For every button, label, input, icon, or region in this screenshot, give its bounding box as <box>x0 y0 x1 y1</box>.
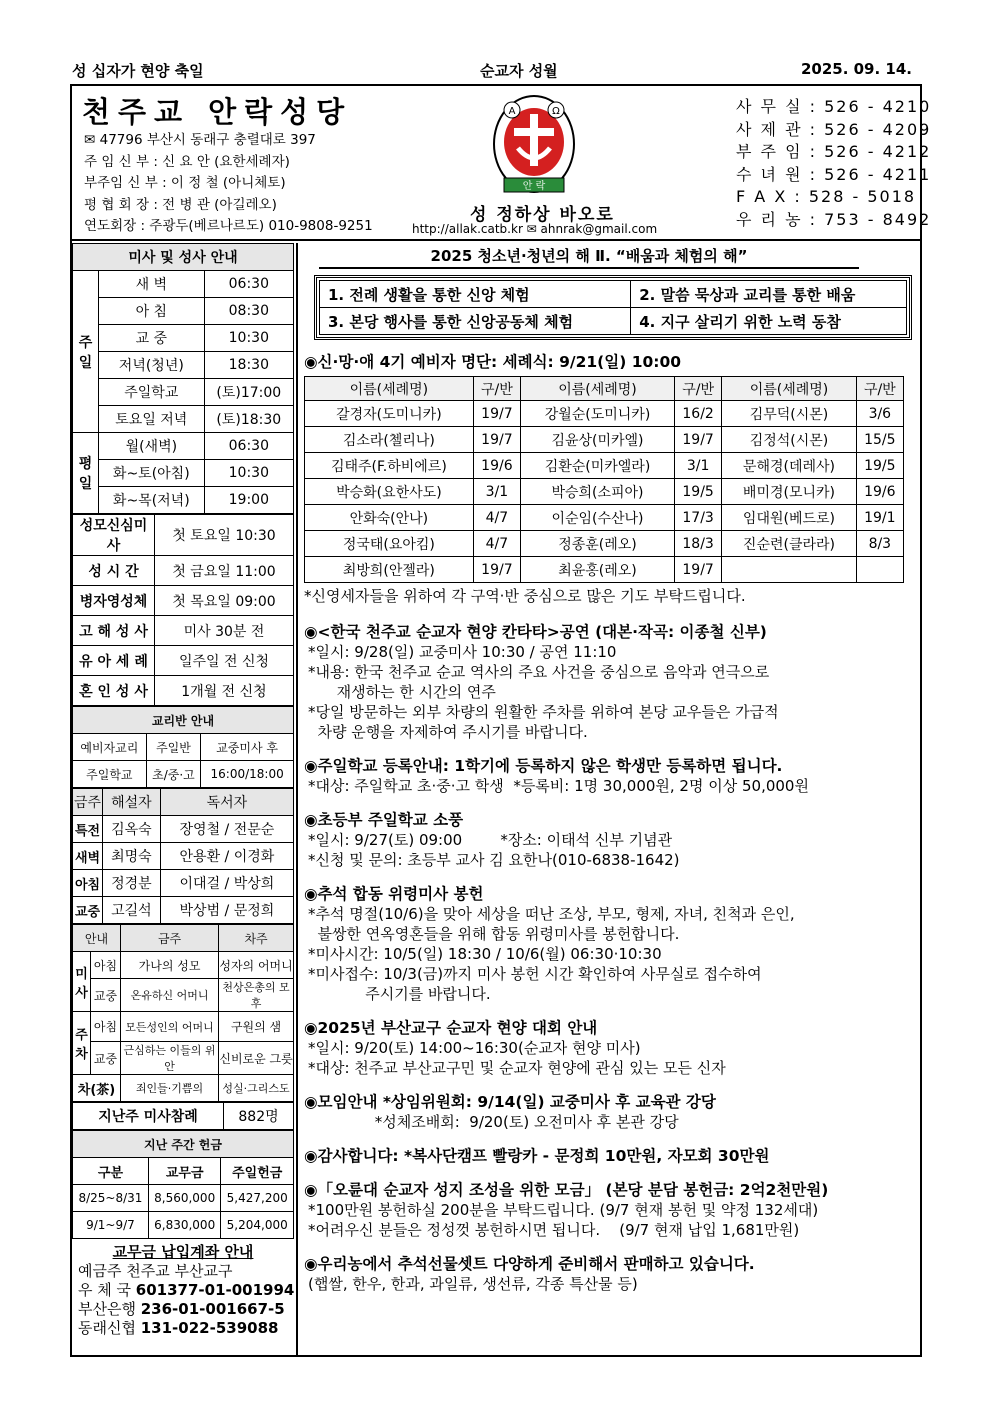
notice <box>304 754 920 796</box>
sacrament-name: 혼 인 성 사 <box>73 676 155 706</box>
candidate-name: 김정석(시몬) <box>722 427 856 453</box>
music-head: 안내 <box>73 925 121 952</box>
address: ✉ 47796 부산시 동래구 충렬대로 397 <box>84 132 316 148</box>
svg-text:Ω: Ω <box>552 106 560 117</box>
staff-line: 연도회장 : 주광두(베르나르도) 010-9808-9251 <box>84 218 373 234</box>
notice-line: *당일 방문하는 외부 차량의 원활한 주차를 위하여 본당 교우들은 가급적 <box>308 703 779 721</box>
goals-box <box>314 275 912 340</box>
candidate-name: 박승화(요한사도) <box>305 479 474 505</box>
mass-title: 미사 및 성사 안내 <box>73 244 294 271</box>
catechism-table <box>72 706 294 788</box>
candidate-name: 김환순(미카엘라) <box>521 453 675 479</box>
notice-line: *내용: 한국 천주교 순교 역사의 주요 사건을 중심으로 음악과 연극으로 <box>308 663 770 681</box>
music-cell: 교중 <box>91 979 121 1012</box>
notice-line: 차량 운행을 자제하여 주시기를 바랍니다. <box>308 723 588 741</box>
candidate-name: 박승희(소피아) <box>521 479 675 505</box>
bulletin-frame <box>70 84 932 1357</box>
phone-office: 사 무 실 : 526 - 4210 <box>736 97 932 116</box>
candidate-name: 이순임(수산나) <box>521 505 675 531</box>
attendance-table <box>72 1102 294 1130</box>
readers-table <box>72 788 294 924</box>
candidate-name: 배미경(모니카) <box>722 479 856 505</box>
candidate-group: 19/7 <box>473 401 520 427</box>
music-cell: 가나의 성모 <box>121 952 219 979</box>
music-cell: 근심하는 이들의 위안 <box>121 1042 219 1075</box>
notice <box>304 1016 920 1078</box>
readers-cell: 김옥숙 <box>103 816 161 843</box>
candidate-row <box>305 557 904 583</box>
candidate-group: 3/1 <box>473 479 520 505</box>
goal-item: 2. 말씀 묵상과 교리를 통한 배움 <box>631 281 907 308</box>
attendance-value: 882명 <box>224 1103 294 1130</box>
mass-name: 아 침 <box>99 298 205 325</box>
notice-heading: ◉우리농에서 추석선물셋트 다양하게 준비해서 판매하고 있습니다. <box>304 1255 755 1273</box>
music-group-label: 미사 <box>73 952 91 1012</box>
left-column <box>72 243 294 1342</box>
readers-cell: 안용환 / 이경화 <box>160 843 293 870</box>
candidate-group: 19/5 <box>674 479 721 505</box>
sacrament-time: 첫 토요일 10:30 <box>155 515 294 556</box>
month-name: 순교자 성월 <box>480 62 558 80</box>
notice-line: *성체조배회: 9/20(토) 오전미사 후 본관 강당 <box>308 1113 679 1131</box>
candidate-group: 15/5 <box>856 427 903 453</box>
readers-cell: 최명숙 <box>103 843 161 870</box>
mass-time: (토)18:30 <box>204 406 293 433</box>
music-cell: 아침 <box>91 952 121 979</box>
readers-head: 해설자 <box>103 789 161 816</box>
account-number: 236-01-001667-5 <box>140 1300 285 1318</box>
phone-list <box>736 96 931 231</box>
goal-item: 1. 전례 생활을 통한 신앙 체험 <box>320 281 631 308</box>
goal-item: 3. 본당 행사를 통한 신앙공동체 체험 <box>320 308 631 335</box>
svg-text:안 락: 안 락 <box>522 181 546 192</box>
phone-urinong: 우 리 농 : 753 - 8492 <box>736 209 932 229</box>
address-block <box>84 130 373 238</box>
sacrament-time: 1개월 전 신청 <box>155 676 294 706</box>
music-cell: 교중 <box>91 1042 121 1075</box>
mass-name: 화~목(저녁) <box>99 487 205 514</box>
notice <box>304 1252 920 1294</box>
cand-head: 이름(세례명) <box>521 377 675 401</box>
mass-name: 월(새벽) <box>99 433 205 460</box>
catechism-cell: 16:00/18:00 <box>201 761 294 788</box>
catechism-cell: 초/중·고 <box>146 761 201 788</box>
web-email[interactable]: http://allak.catb.kr ✉ ahnrak@gmail.com <box>412 222 658 236</box>
patron-saint: 성 정하상 바오로 <box>470 205 615 225</box>
notice-line: 불쌍한 연옥영혼들을 위해 합동 위령미사를 봉헌합니다. <box>308 925 680 943</box>
mass-name: 주일학교 <box>99 379 205 406</box>
account-block <box>72 1239 294 1342</box>
candidate-row <box>305 453 904 479</box>
candidate-group: 18/3 <box>674 531 721 557</box>
mass-time: 10:30 <box>204 325 293 352</box>
account-number: 131-022-539088 <box>140 1319 279 1337</box>
offering-cell: 6,830,000 <box>148 1212 221 1239</box>
header <box>72 86 932 241</box>
staff-line: 부주임 신 부 : 이 정 철 (아니체토) <box>84 175 286 191</box>
cand-head: 구/반 <box>674 377 721 401</box>
notice <box>304 1144 920 1166</box>
mass-name: 화~토(아침) <box>99 460 205 487</box>
top-line <box>72 60 918 82</box>
catechism-cell: 교중미사 후 <box>201 734 294 761</box>
cand-head: 구/반 <box>856 377 903 401</box>
mass-time: 10:30 <box>204 460 293 487</box>
candidate-row <box>305 427 904 453</box>
music-head: 차주 <box>219 925 294 952</box>
attendance-label: 지난주 미사참례 <box>73 1103 224 1130</box>
phone-convent: 수 녀 원 : 526 - 4211 <box>736 164 932 184</box>
readers-cell: 고길석 <box>103 897 161 924</box>
candidate-name: 갈경자(도미니카) <box>305 401 474 427</box>
candidate-group: 3/1 <box>674 453 721 479</box>
offering-cell: 9/1~9/7 <box>73 1212 149 1239</box>
sacrament-name: 병자영성체 <box>73 586 155 616</box>
candidate-group: 19/1 <box>856 505 903 531</box>
sacrament-name: 유 아 세 례 <box>73 646 155 676</box>
candidate-name <box>722 557 856 583</box>
notice <box>304 882 920 1004</box>
candidates-title: ◉신·망·애 4기 예비자 명단: 세례식: 9/21(일) 10:00 <box>304 353 682 371</box>
catechism-cell: 주일학교 <box>73 761 147 788</box>
catechism-cell: 주일반 <box>146 734 201 761</box>
sunday-label: 주일 <box>73 271 99 433</box>
catechism-cell: 예비자교리 <box>73 734 147 761</box>
candidate-row <box>305 531 904 557</box>
notice-heading: ◉모임안내 *상임위원회: 9/14(일) 교중미사 후 교육관 강당 <box>304 1093 716 1111</box>
offering-cell: 8/25~8/31 <box>73 1185 149 1212</box>
candidate-group: 19/7 <box>674 427 721 453</box>
bank-name: 동래신협 <box>78 1319 136 1337</box>
candidate-group <box>856 557 903 583</box>
candidate-group: 4/7 <box>473 531 520 557</box>
notice <box>304 808 920 870</box>
mass-time: 19:00 <box>204 487 293 514</box>
offering-table <box>72 1130 294 1239</box>
notice-line: *일시: 9/28(일) 교중미사 10:30 / 공연 11:10 <box>308 643 617 661</box>
mass-table <box>72 243 294 514</box>
weekday-label: 평일 <box>73 433 99 514</box>
candidate-name: 최윤홍(레오) <box>521 557 675 583</box>
candidate-group: 19/7 <box>473 427 520 453</box>
offering-head: 구분 <box>73 1158 149 1185</box>
bank-name: 부산은행 <box>78 1300 136 1318</box>
year-theme: 2025 청소년·청년의 해 Ⅱ. “배움과 체험의 해” <box>319 243 859 269</box>
music-head: 금주 <box>121 925 219 952</box>
notice-line: *신청 및 문의: 초등부 교사 김 요한나(010-6838-1642) <box>308 851 680 869</box>
music-cell: 신비로운 그릇 <box>219 1042 294 1075</box>
notice <box>304 1178 920 1240</box>
notices <box>304 620 920 1294</box>
candidate-name: 정국태(요아킴) <box>305 531 474 557</box>
music-table <box>72 924 294 1102</box>
cand-head: 이름(세례명) <box>722 377 856 401</box>
notice-heading: ◉<한국 천주교 순교자 현양 칸타타>공연 (대본·작곡: 이종철 신부) <box>304 623 767 641</box>
readers-cell: 장영철 / 전문순 <box>160 816 293 843</box>
bank-name: 우 체 국 <box>78 1281 132 1299</box>
notice <box>304 1090 920 1132</box>
church-logo-icon <box>490 92 578 204</box>
readers-cell: 아침 <box>73 870 103 897</box>
readers-cell: 이대걸 / 박상희 <box>160 870 293 897</box>
sacrament-time: 미사 30분 전 <box>155 616 294 646</box>
music-cell: 천상은총의 모후 <box>219 979 294 1012</box>
notice-heading: ◉「오륜대 순교자 성지 조성을 위한 모금」 (본당 분담 봉헌금: 2억2천만원) <box>304 1181 829 1199</box>
notice-line: *일시: 9/27(토) 09:00 *장소: 이태석 신부 기념관 <box>308 831 673 849</box>
sacrament-name: 성모신심미사 <box>73 515 155 556</box>
candidate-name: 임대원(베드로) <box>722 505 856 531</box>
candidates-note: *신영세자들을 위하여 각 구역·반 중심으로 많은 기도 부탁드립니다. <box>304 587 746 605</box>
readers-cell: 새벽 <box>73 843 103 870</box>
tea-label: 차(茶) <box>73 1075 121 1102</box>
candidate-row <box>305 479 904 505</box>
notice-line: *미사접수: 10/3(금)까지 미사 봉헌 시간 확인하여 사무실로 접수하여 <box>308 965 762 983</box>
mass-time: 06:30 <box>204 433 293 460</box>
candidate-group: 4/7 <box>473 505 520 531</box>
candidate-group: 8/3 <box>856 531 903 557</box>
staff-line: 주 임 신 부 : 신 요 안 (요한세례자) <box>84 153 290 170</box>
candidate-name: 최방희(안젤라) <box>305 557 474 583</box>
column-divider <box>296 243 298 1355</box>
music-group-label: 주차 <box>73 1012 91 1075</box>
readers-head: 금주 <box>73 789 103 816</box>
svg-text:A: A <box>508 106 516 117</box>
candidate-group: 19/6 <box>856 479 903 505</box>
mass-time: 18:30 <box>204 352 293 379</box>
account-title: 교무금 납입계좌 안내 <box>112 1243 254 1261</box>
candidate-name: 강월순(도미니카) <box>521 401 675 427</box>
bulletin-date: 2025. 09. 14. <box>800 60 912 78</box>
candidates-table <box>304 376 904 583</box>
sacrament-time: 첫 금요일 11:00 <box>155 556 294 586</box>
cand-head: 구/반 <box>473 377 520 401</box>
candidate-group: 19/7 <box>674 557 721 583</box>
candidate-name: 정종훈(레오) <box>521 531 675 557</box>
mass-name: 교 중 <box>99 325 205 352</box>
candidate-name: 안화숙(안나) <box>305 505 474 531</box>
catechism-title: 교리반 안내 <box>73 707 294 734</box>
candidate-name: 김무덕(시몬) <box>722 401 856 427</box>
offering-cell: 5,204,000 <box>221 1212 294 1239</box>
readers-cell: 특전 <box>73 816 103 843</box>
goal-item: 4. 지구 살리기 위한 노력 동참 <box>631 308 907 335</box>
mass-time: 06:30 <box>204 271 293 298</box>
music-cell: 모든성인의 어머니 <box>121 1012 219 1042</box>
notice-heading: ◉감사합니다: *복사단캠프 빨랑카 - 문정희 10만원, 자모회 30만원 <box>304 1147 770 1165</box>
sacrament-table <box>72 514 294 706</box>
mass-name: 토요일 저녁 <box>99 406 205 433</box>
candidate-group: 19/5 <box>856 453 903 479</box>
account-number: 601377-01-001994 <box>135 1281 295 1299</box>
sacrament-name: 고 해 성 사 <box>73 616 155 646</box>
notice-heading: ◉주일학교 등록안내: 1학기에 등록하지 않은 학생만 등록하면 됩니다. <box>304 757 783 775</box>
church-name: 천주교 안락성당 <box>82 95 353 129</box>
offering-cell: 5,427,200 <box>221 1185 294 1212</box>
account-holder: 예금주 천주교 부산교구 <box>78 1262 233 1280</box>
candidate-name: 김윤상(미카엘) <box>521 427 675 453</box>
notice-line: 주시기를 바랍니다. <box>308 985 491 1003</box>
readers-head: 독서자 <box>160 789 293 816</box>
sacrament-time: 첫 목요일 09:00 <box>155 586 294 616</box>
candidate-group: 19/6 <box>473 453 520 479</box>
candidate-group: 16/2 <box>674 401 721 427</box>
notice-line: 재생하는 한 시간의 연주 <box>308 683 496 701</box>
offering-title: 지난 주간 헌금 <box>73 1131 294 1158</box>
notice-line: *대상: 주일학교 초·중·고 학생 *등록비: 1명 30,000원, 2명 이상 50,000원 <box>308 777 809 795</box>
tea-cell: 성실·그리스도 <box>219 1075 294 1102</box>
mass-name: 저녁(청년) <box>99 352 205 379</box>
candidate-name: 김소라(첼리나) <box>305 427 474 453</box>
candidate-row <box>305 401 904 427</box>
notice-line: (햅쌀, 한우, 한과, 과일류, 생선류, 각종 특산물 등) <box>308 1275 638 1293</box>
notice-heading: ◉초등부 주일학교 소풍 <box>304 811 464 829</box>
readers-cell: 교중 <box>73 897 103 924</box>
sacrament-time: 일주일 전 신청 <box>155 646 294 676</box>
notice-heading: ◉추석 합동 위령미사 봉헌 <box>304 885 484 903</box>
tea-cell: 죄인들·기쁨의 <box>121 1075 219 1102</box>
cand-head: 이름(세례명) <box>305 377 474 401</box>
right-column <box>304 243 920 1294</box>
mass-time: (토)17:00 <box>204 379 293 406</box>
feast-name: 성 십자가 현양 축일 <box>72 62 204 80</box>
phone-fax: F A X : 528 - 5018 <box>736 187 917 206</box>
notice-line: *추석 명절(10/6)을 맞아 세상을 떠난 조상, 부모, 형제, 자녀, 친척과 은인, <box>308 905 795 923</box>
notice-line: *100만원 봉헌하실 200분을 부탁드립니다. (9/7 현재 봉헌 및 약정 132세대) <box>308 1201 819 1219</box>
offering-head: 주일헌금 <box>221 1158 294 1185</box>
music-cell: 성자의 어머니 <box>219 952 294 979</box>
readers-cell: 박상범 / 문정희 <box>160 897 293 924</box>
offering-cell: 8,560,000 <box>148 1185 221 1212</box>
mass-time: 08:30 <box>204 298 293 325</box>
music-cell: 온유하신 어머니 <box>121 979 219 1012</box>
candidate-group: 17/3 <box>674 505 721 531</box>
readers-cell: 정경분 <box>103 870 161 897</box>
notice-line: *어려우신 분들은 정성껏 봉헌하시면 됩니다. (9/7 현재 납입 1,681만원) <box>308 1221 800 1239</box>
phone-assistant: 부 주 임 : 526 - 4212 <box>736 142 932 161</box>
notice-heading: ◉2025년 부산교구 순교자 현양 대회 안내 <box>304 1019 598 1037</box>
candidate-group: 19/7 <box>473 557 520 583</box>
mass-name: 새 벽 <box>99 271 205 298</box>
notice-line: *대상: 천주교 부산교구민 및 순교자 현양에 관심 있는 모든 신자 <box>308 1059 726 1077</box>
candidate-name: 김태주(F.하비에르) <box>305 453 474 479</box>
candidate-row <box>305 505 904 531</box>
candidate-name: 문해경(데레사) <box>722 453 856 479</box>
candidate-group: 3/6 <box>856 401 903 427</box>
phone-rectory: 사 제 관 : 526 - 4209 <box>736 119 932 139</box>
music-cell: 아침 <box>91 1012 121 1042</box>
sacrament-name: 성 시 간 <box>73 556 155 586</box>
staff-line: 평 협 회 장 : 전 병 관 (아길레오) <box>84 196 277 213</box>
music-cell: 구원의 샘 <box>219 1012 294 1042</box>
notice <box>304 620 920 742</box>
notice-line: *미사시간: 10/5(일) 18:30 / 10/6(월) 06:30·10:30 <box>308 945 662 963</box>
notice-line: *일시: 9/20(토) 14:00~16:30(순교자 현양 미사) <box>308 1039 641 1057</box>
offering-head: 교무금 <box>148 1158 221 1185</box>
candidate-name: 진순련(클라라) <box>722 531 856 557</box>
